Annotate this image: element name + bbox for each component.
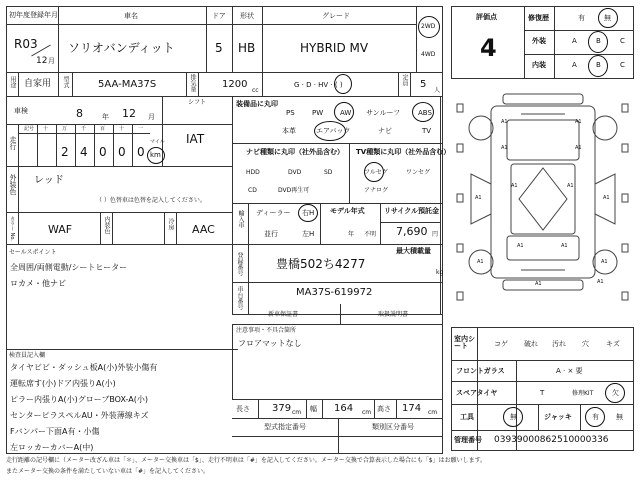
capacity-label: 定員	[401, 74, 408, 86]
mileage-digit: 0	[137, 145, 145, 159]
model-name: ソリオバンディット	[68, 41, 175, 55]
mileage-divider	[75, 124, 76, 166]
height-value: 174	[402, 403, 422, 414]
repair-yes: 有	[578, 14, 585, 22]
equip-tv: TV	[422, 127, 432, 135]
color-no-label: カラー No.	[9, 216, 15, 241]
spare-tire-label: スペアタイヤ	[456, 389, 498, 397]
int-grade-b-circle	[588, 55, 608, 77]
fuel-hv-circle	[334, 74, 352, 94]
drive-2wd: 2WD	[421, 23, 436, 30]
height-cm: cm	[428, 409, 438, 416]
tv-fullseg-circle	[364, 162, 384, 182]
drive-4wd: 4WD	[421, 51, 436, 58]
equip-navi: ナビ	[378, 127, 392, 135]
mileage-digit-header: 記号	[24, 126, 35, 132]
type-label: 型式	[62, 76, 69, 88]
mileage-digit: 0	[118, 145, 126, 159]
navi-sd: SD	[324, 169, 333, 176]
length-cm: cm	[292, 409, 302, 416]
damage-label: A1	[575, 145, 582, 151]
navi-hdd: HDD	[246, 169, 260, 176]
interior-grade-label: 内装	[532, 61, 546, 69]
tools-value: 無	[510, 413, 517, 421]
capacity-unit: 人	[434, 87, 441, 94]
km-unit: km	[150, 151, 161, 159]
model-year-label: モデル年式	[330, 207, 365, 215]
max-load-label: 最大積載量	[396, 247, 431, 255]
mileage-digit-header: 百	[100, 126, 106, 132]
equip-aw-circle	[334, 102, 354, 122]
tools-circle	[503, 407, 523, 427]
car-outline-svg	[451, 84, 634, 320]
jack-value: 有	[592, 413, 599, 421]
damage-label: A1	[601, 259, 608, 265]
mileage-divider	[113, 124, 114, 166]
inspector-line: 運転席す(小)ドア内張りA(小)	[10, 379, 116, 388]
repair-label: 修復歴	[528, 14, 549, 22]
height-label: 高さ	[377, 405, 391, 413]
damage-label: A1	[475, 195, 482, 201]
exterior-label: 外装色	[9, 174, 17, 195]
color-no-value: WAF	[48, 223, 73, 236]
class-label: 類別区分番号	[372, 423, 414, 431]
int-grade-b: B	[596, 61, 601, 69]
equip-sunroof: サンルーフ	[366, 109, 401, 117]
tools-label: 工具	[460, 413, 474, 421]
mileage-digit-header: 十	[43, 126, 49, 132]
model-year-value: 不明	[364, 231, 377, 238]
tv-analog: アナログ	[364, 187, 389, 194]
spare-tire-missing-circle	[605, 383, 625, 403]
navi-title: ナビ種類に丸印（社外品含む）	[246, 148, 344, 156]
mileage-divider	[94, 124, 95, 166]
exterior-note: （ ）色替車は色替を記入してください。	[96, 197, 206, 204]
shape-value: HB	[238, 41, 256, 55]
ext-grade-b: B	[596, 37, 601, 45]
width-value: 164	[334, 403, 354, 414]
int-grade-c: C	[620, 61, 625, 69]
km-circle	[147, 147, 165, 164]
registration-number: 豊橋502ち4277	[276, 257, 366, 271]
footer-line-2: またメーター交換の条件を満たしていない車は「#」を記入してください。	[6, 468, 210, 475]
int-grade-a: A	[572, 61, 577, 69]
length-value: 379	[272, 403, 292, 414]
drive-2wd-circle	[418, 16, 440, 38]
car-damage-diagram	[451, 84, 634, 320]
displacement-value: 1200	[222, 79, 248, 90]
mileage-digit: 4	[80, 145, 88, 159]
sales-point-line-1: 全周囲/両側電動/シートヒーター	[10, 263, 128, 272]
mileage-divider	[56, 124, 57, 166]
doors-value: 5	[215, 41, 223, 55]
damage-label: A1	[501, 119, 508, 125]
spare-tire-kit: 修理KIT	[572, 390, 594, 397]
interior-seat-label: 室内シート	[454, 335, 475, 350]
mileage-digit-header: 一	[138, 126, 144, 132]
equip-ps: PS	[286, 109, 295, 117]
mile-unit: マイル	[150, 139, 165, 145]
spare-tire-missing: 欠	[612, 389, 619, 397]
front-glass-value: A · × 要	[556, 367, 583, 375]
seat-scratch: キズ	[606, 340, 620, 348]
import-parallel: 並行	[264, 230, 278, 238]
score-value: 4	[480, 34, 497, 62]
warranty-label: 新車保証書	[268, 311, 299, 318]
cc-unit: cc	[252, 87, 259, 94]
damage-label: A1	[517, 243, 524, 249]
mileage-digit: 2	[61, 145, 69, 159]
kg-unit: kg	[436, 269, 444, 276]
chassis-label: 車台番号	[236, 286, 243, 310]
inspection-year-unit: 年	[102, 113, 109, 121]
equip-leather: 本革	[282, 127, 296, 135]
mileage-digit: 0	[99, 145, 107, 159]
inspector-line: ピラー内張りA(小)グローブBOX-A(小)	[10, 395, 148, 404]
mileage-digit-header: 千	[81, 126, 87, 132]
sales-point-line-2: ロカメ・他ナビ	[10, 279, 66, 288]
navi-dvd-playback: DVD再生可	[278, 187, 310, 194]
damage-label: A1	[575, 119, 582, 125]
import-left: 左H	[302, 230, 315, 238]
equip-airbag: エアバック	[316, 127, 351, 135]
shift-value: IAT	[186, 132, 205, 146]
sales-point-label: セールスポイント	[9, 249, 57, 256]
displacement-label: 排気量	[189, 74, 196, 92]
inspection-year: 8	[76, 107, 83, 120]
aircon-value: AAC	[192, 223, 215, 236]
inspector-line: Fバンパー下面A有・小傷	[10, 427, 100, 436]
damage-label: A1	[535, 281, 542, 287]
tv-oneseg: ワンセグ	[406, 169, 431, 176]
length-label: 長さ	[236, 405, 250, 413]
mileage-label: 走行	[9, 136, 17, 150]
inspector-line: タイヤビビ・ダッシュ板A(小)外装小傷有	[10, 363, 158, 372]
width-cm: cm	[362, 409, 372, 416]
model-year-prefix: 年	[348, 231, 355, 238]
seat-stain: 汚れ	[552, 340, 566, 348]
inspector-label: 検査員記入欄	[9, 352, 46, 359]
use-value: 自家用	[24, 79, 52, 89]
tv-fullseg: フルセグ	[364, 169, 388, 176]
seat-hole: 穴	[582, 340, 589, 348]
inspector-line: センターピラスペルAU・外装薄線キズ	[10, 411, 149, 420]
damage-label: A1	[477, 259, 484, 265]
manual-label: 取扱説明書	[378, 311, 409, 318]
damage-label: A1	[501, 145, 508, 151]
jack-none: 無	[616, 413, 623, 421]
width-label: 幅	[310, 405, 317, 413]
damage-label: A1	[597, 279, 604, 285]
notes-label: 注意事項・不具合箇所	[236, 327, 297, 334]
equip-abs: ABS	[418, 109, 432, 117]
damage-label: A1	[511, 183, 518, 189]
mileage-digit-header: 十	[119, 126, 125, 132]
registration-label: 登録番号	[236, 252, 243, 276]
import-right-circle	[298, 204, 318, 222]
aircon-label: 冷房	[167, 218, 174, 230]
import-label: 輸入車	[237, 210, 244, 228]
ext-grade-b-circle	[588, 31, 608, 53]
inspection-month: 12	[122, 107, 136, 120]
shape-label: 形状	[240, 12, 254, 20]
footer-line-1: 走行距離の記号欄に（メーター改ざん車は「＊」、メーター交換車は「$」、走行不明車は「#」を記入してください。メーター交換で合算表示した場合にも「$」はお願いします。	[6, 457, 487, 464]
capacity-value: 5	[420, 79, 427, 90]
management-label: 管理番号	[454, 436, 482, 444]
type-value: 5AA-MA37S	[98, 79, 157, 90]
recycle-label: リサイクル預託金	[384, 207, 440, 215]
damage-label: A1	[567, 183, 574, 189]
fuel-options: G · D · HV · ( )	[294, 81, 343, 89]
navi-cd: CD	[248, 187, 257, 194]
front-glass-label: フロントガラス	[456, 367, 505, 375]
equip-aw: AW	[340, 109, 352, 117]
shift-label: シフト	[188, 99, 207, 106]
doors-label: ドア	[212, 12, 226, 20]
model-name-label: 車名	[124, 12, 138, 20]
grade-value: HYBRID MV	[300, 41, 369, 55]
equip-abs-circle	[412, 102, 434, 122]
management-number: 03939000862510000336	[494, 435, 609, 445]
inspector-line: 左ロッカーカバーA(中)	[10, 443, 94, 452]
navi-dvd: DVD	[288, 169, 302, 176]
chassis-number: MA37S-619972	[296, 287, 373, 298]
notes-line-1: フロアマットなし	[238, 339, 302, 348]
first-reg-month: 12	[36, 56, 48, 66]
mileage-digit-header: 万	[62, 126, 68, 132]
mileage-divider	[37, 124, 38, 166]
inspection-month-unit: 月	[148, 113, 155, 121]
use-label: 用途	[9, 76, 16, 88]
ext-grade-c: C	[620, 37, 625, 45]
jack-label: ジャッキ	[544, 413, 572, 421]
first-reg-year: R03	[14, 37, 38, 51]
score-label: 評価点	[476, 13, 497, 21]
first-reg-label: 初年度登録年月	[9, 11, 58, 19]
type-cert-label: 型式指定番号	[264, 423, 306, 431]
exterior-color: レッド	[34, 175, 64, 186]
recycle-unit: 円	[432, 231, 439, 238]
damage-label: A1	[561, 243, 568, 249]
equipment-title: 装備品に丸印	[236, 100, 278, 108]
grade-label: グレード	[322, 12, 350, 20]
seat-burn: コゲ	[494, 340, 508, 348]
equip-pw: PW	[312, 109, 324, 117]
recycle-value: 7,690	[396, 225, 428, 238]
exterior-grade-label: 外装	[532, 37, 546, 45]
ext-grade-a: A	[572, 37, 577, 45]
seat-tear: 破れ	[524, 340, 538, 348]
jack-circle	[585, 407, 605, 427]
repair-no-circle	[598, 8, 618, 28]
repair-no: 無	[604, 14, 611, 22]
damage-label: A1	[603, 195, 610, 201]
import-dealer: ディーラー	[256, 209, 291, 217]
inspection-label: 車検	[14, 107, 28, 115]
tv-title: TV種類に丸印（社外品含む）	[356, 148, 451, 156]
equip-airbag-circle	[314, 121, 346, 141]
import-right: 右H	[302, 209, 315, 217]
interior-color-label: 内装色	[103, 216, 110, 234]
month-unit: 月	[48, 57, 55, 65]
spare-tire-t: T	[540, 389, 545, 397]
mileage-divider	[132, 124, 133, 166]
